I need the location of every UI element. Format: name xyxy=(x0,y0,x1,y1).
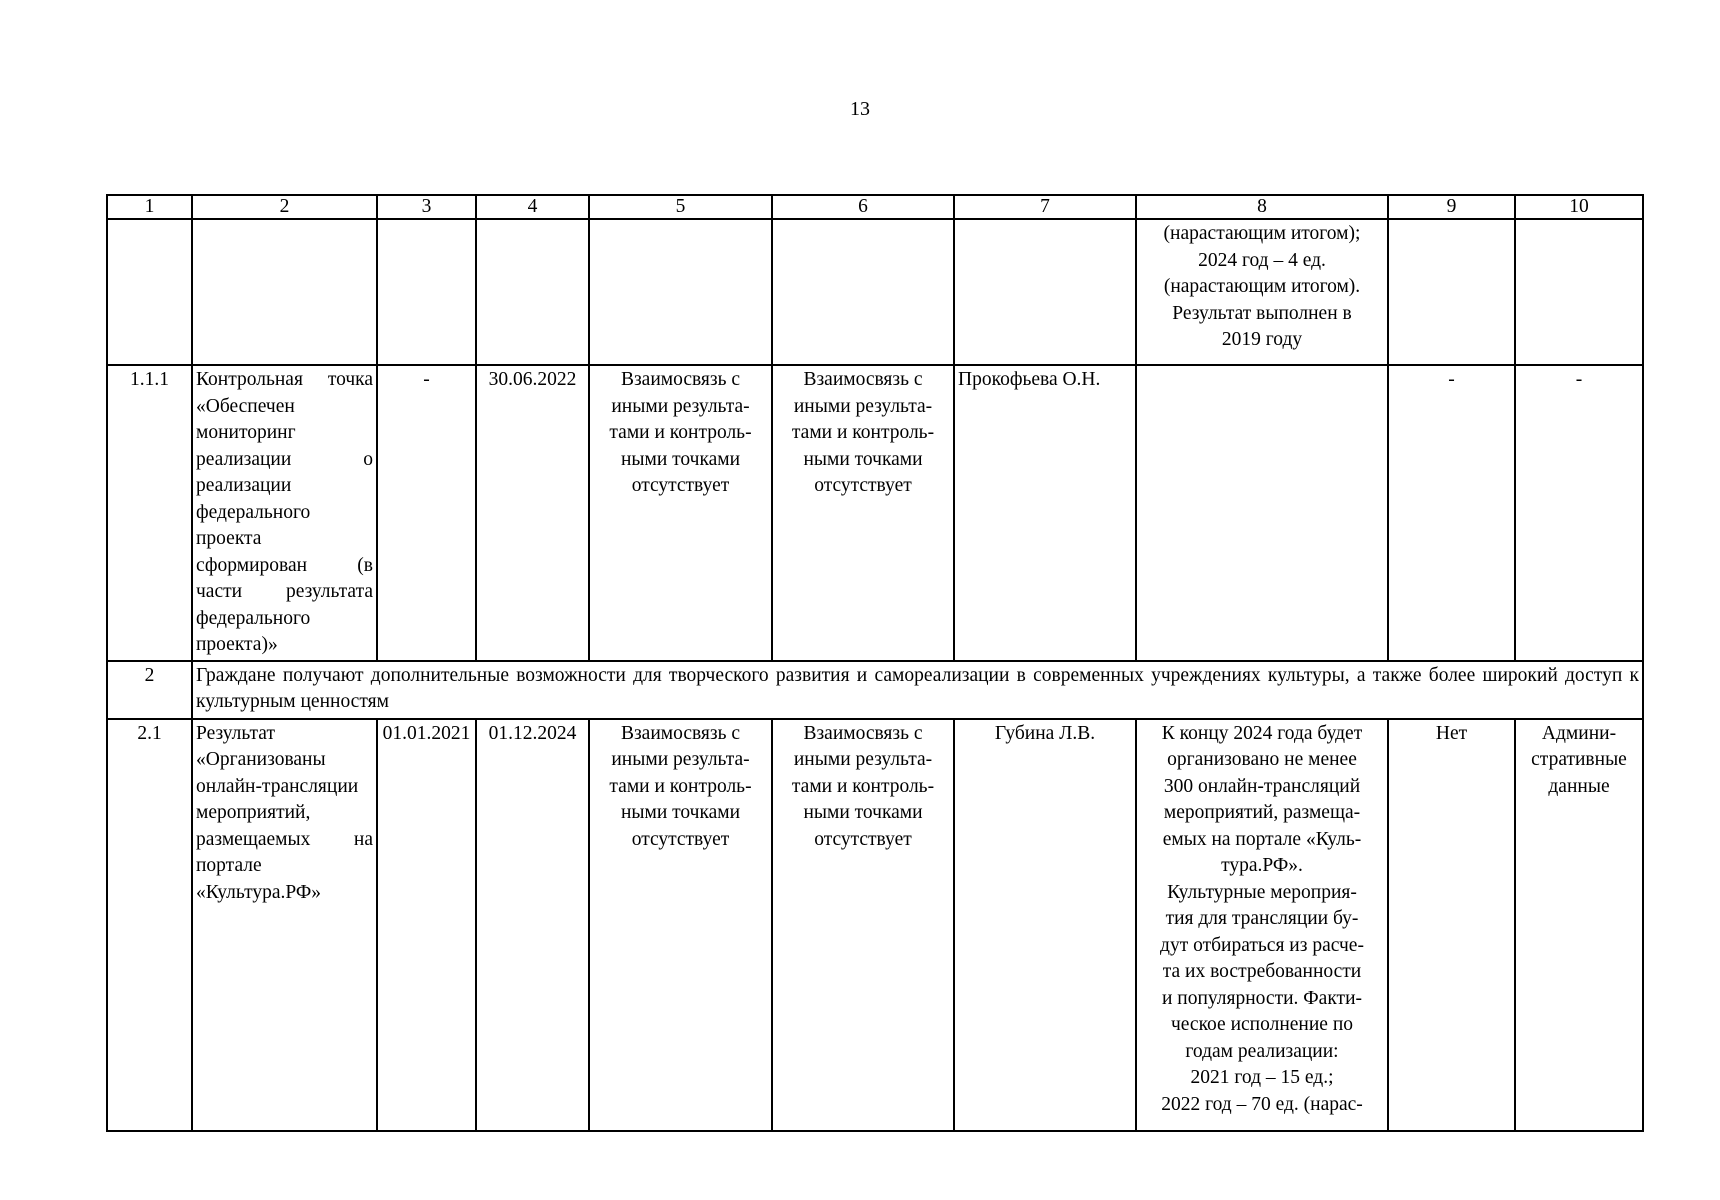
cell-responsible: Губина Л.В. xyxy=(954,719,1136,1131)
col-header-3: 3 xyxy=(377,195,476,219)
section-title: Граждане получают дополнительные возможности для творческого развития и самореализации в современных учреждениях культуры, а также более широкий доступ к культурным ценностям xyxy=(192,661,1643,719)
cell-id: 1.1.1 xyxy=(107,365,192,661)
cell-successor: Взаимосвязь с иными результа- тами и контроль- ными точками отсутствует xyxy=(772,719,954,1131)
cell-start: 01.01.2021 xyxy=(377,719,476,1131)
table-row-2-1 xyxy=(107,719,1643,1131)
cell-col9 xyxy=(1388,219,1515,365)
cell-responsible xyxy=(954,219,1136,365)
cell-start xyxy=(377,219,476,365)
cell-end xyxy=(476,219,589,365)
cell-description: (нарастающим итогом); 2024 год – 4 ед. (нарастающим итогом). Результат выполнен в 2019 году xyxy=(1136,219,1388,365)
cell-responsible: Прокофьева О.Н. xyxy=(954,365,1136,661)
cell-id: 2.1 xyxy=(107,719,192,1131)
cell-predecessor: Взаимосвязь с иными результа- тами и контроль- ными точками отсутствует xyxy=(589,719,772,1131)
header-row xyxy=(107,195,1643,219)
cell-successor xyxy=(772,219,954,365)
cell-end: 30.06.2022 xyxy=(476,365,589,661)
page-number: 13 xyxy=(850,98,870,120)
cell-description: К концу 2024 года будет организовано не менее 300 онлайн-трансляций мероприятий, размеща- емых на портале «Куль- тура.РФ». Культурные мероприя- тия для трансляции бу- дут отбираться из расче- та их востребованности и популярности. Факти- ческое исполнение по годам реализации: 2021 год – 15 ед.; 2022 год – 70 ед. (нарас- xyxy=(1136,719,1388,1131)
cell-name: Контрольная точка «Обеспечен мониторинг реализации о реализации федерального проекта сформирован (в части результата федерального проекта)» xyxy=(192,365,377,661)
cell-id xyxy=(107,219,192,365)
section-id: 2 xyxy=(107,661,192,719)
col-header-5: 5 xyxy=(589,195,772,219)
col-header-1: 1 xyxy=(107,195,192,219)
col-header-6: 6 xyxy=(772,195,954,219)
cell-start: - xyxy=(377,365,476,661)
cell-name: Результат «Организованы онлайн-трансляции мероприятий, размещаемых на портале «Культура.РФ» xyxy=(192,719,377,1131)
cell-predecessor: Взаимосвязь с иными результа- тами и контроль- ными точками отсутствует xyxy=(589,365,772,661)
cell-col9: - xyxy=(1388,365,1515,661)
col-header-9: 9 xyxy=(1388,195,1515,219)
cell-col10: - xyxy=(1515,365,1643,661)
cell-successor: Взаимосвязь с иными результа- тами и контроль- ными точками отсутствует xyxy=(772,365,954,661)
cell-col10 xyxy=(1515,219,1643,365)
cell-description xyxy=(1136,365,1388,661)
cell-end: 01.12.2024 xyxy=(476,719,589,1131)
col-header-10: 10 xyxy=(1515,195,1643,219)
col-header-4: 4 xyxy=(476,195,589,219)
results-table xyxy=(106,194,1644,1132)
section-row-2 xyxy=(107,661,1643,719)
table-row-continuation xyxy=(107,219,1643,365)
table-row-1-1-1 xyxy=(107,365,1643,661)
col-header-2: 2 xyxy=(192,195,377,219)
cell-predecessor xyxy=(589,219,772,365)
cell-name xyxy=(192,219,377,365)
cell-col10: Админи- стративные данные xyxy=(1515,719,1643,1131)
col-header-7: 7 xyxy=(954,195,1136,219)
cell-col9: Нет xyxy=(1388,719,1515,1131)
col-header-8: 8 xyxy=(1136,195,1388,219)
